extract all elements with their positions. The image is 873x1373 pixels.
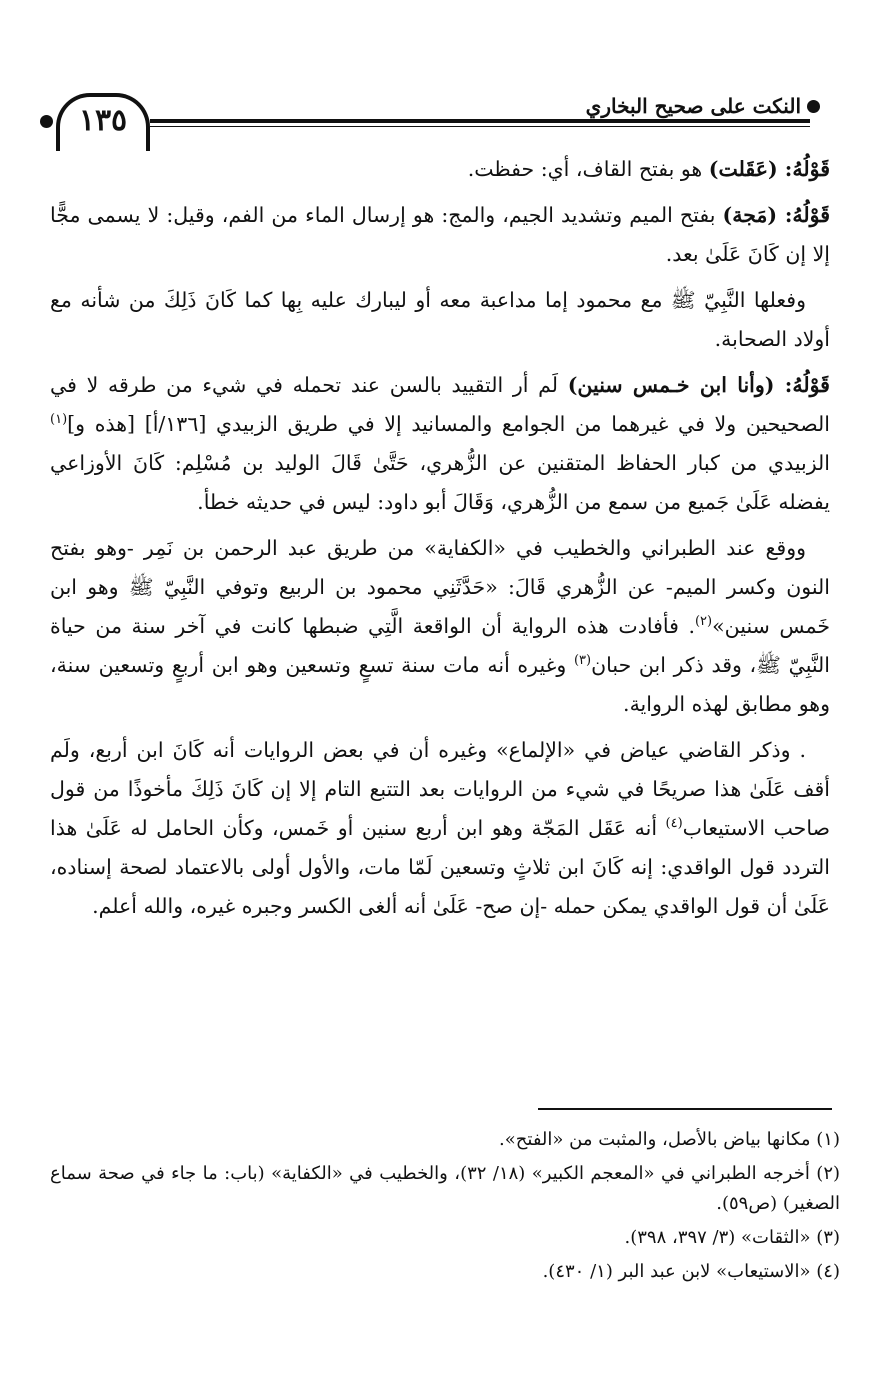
paragraph-text: أنه عَقَل المَجّة وهو ابن أربع سنين أو خَمس، وكأن الحامل له عَلَىٰ هذا التردد قول الواقدي: إنه كَانَ ابن ثلاثٍ وتسعين لَمّا مات، والأول أولى بالاعتماد لصحة إسناده، عَلَىٰ أن قول الواقدي يمكن حمله -إن صح- عَلَىٰ أنه ألغى الكسر وجبره غيره، والله أعلم. xyxy=(50,816,830,918)
paragraph xyxy=(50,281,830,359)
paragraph xyxy=(50,529,830,724)
footnote xyxy=(50,1125,840,1155)
paragraph-text: الزبيدي من كبار الحفاظ المتقنين عن الزُّهري، حَتَّىٰ قَالَ الوليد بن مُسْلِم: كَانَ الأوزاعي يفضله عَلَىٰ جَميع من سمع من الزُّهري، وَقَالَ أبو داود: ليس في حديثه خطأ. xyxy=(50,451,830,514)
footnote xyxy=(50,1257,840,1287)
paragraph xyxy=(50,150,830,189)
ornament-dot-right xyxy=(807,100,820,113)
footnote xyxy=(50,1159,840,1219)
page-header xyxy=(0,0,873,150)
lemma: قَوْلُهُ: (عَقَلت) xyxy=(708,157,830,181)
book-title: النكت على صحيح البخاري xyxy=(585,94,801,118)
footnote-text: أخرجه الطبراني في «المعجم الكبير» (١٨/ ٣٢)، والخطيب في «الكفاية» (باب: ما جاء في صحة سماع الصغير) (ص٥٩). xyxy=(50,1163,840,1214)
ornament-dot-left xyxy=(40,115,53,128)
paragraph xyxy=(50,366,830,522)
lemma: قَوْلُهُ: (وأنا ابن خـمس سنين) xyxy=(567,373,830,397)
footnote-text: «الثقات» (٣/ ٣٩٧، ٣٩٨). xyxy=(624,1227,811,1248)
footnote-reference: (٤) xyxy=(665,816,683,832)
footnote-number: (٣) xyxy=(816,1227,840,1248)
lemma: قَوْلُهُ: (مَجة) xyxy=(722,203,831,227)
paragraph-text: وفعلها النَّبِيّ ﷺ مع محمود إما مداعبة معه أو ليبارك عليه بِها كما كَانَ ذَلِكَ من شأنه مع أولاد الصحابة. xyxy=(50,288,830,351)
footnote-reference: (١) xyxy=(50,412,68,428)
footnote xyxy=(50,1223,840,1253)
header-rule xyxy=(150,119,810,123)
footnote-text: «الاستيعاب» لابن عبد البر (١/ ٤٣٠). xyxy=(542,1261,811,1282)
paragraph-text: لَم أر التقييد بالسن عند تحمله في شيء من طرقه لا في الصحيحين ولا في غيرهما من الجوامع والمسانيد إلا في طريق الزبيدي [١٣٦/أ] [هذه و] xyxy=(50,373,830,436)
footnote-reference: (٣) xyxy=(573,653,592,669)
paragraph-text: بفتح الميم وتشديد الجيم، والمج: هو إرسال الماء من الفم، وقيل: لا يسمى مجًّا إلا إن كَانَ عَلَىٰ بعد. xyxy=(50,203,830,266)
paragraph-text: . وذكر القاضي عياض في «الإلماع» وغيره أن في بعض الروايات أنه كَانَ ابن أربع، ولَم أقف عَلَىٰ هذا صريحًا في شيء من الروايات بعد التتبع التام إلا إن كَانَ ذَلِكَ مأخوذًا من قول صاحب الاستيعاب xyxy=(50,738,830,840)
footnote-number: (٤) xyxy=(816,1261,840,1282)
footnote-reference: (٢) xyxy=(694,614,713,630)
footnote-text: مكانها بياض بالأصل، والمثبت من «الفتح». xyxy=(499,1129,811,1150)
footnote-number: (٢) xyxy=(816,1163,841,1184)
page-number: ١٣٥ xyxy=(56,93,150,151)
paragraph xyxy=(50,731,830,926)
paragraph xyxy=(50,196,830,274)
footnotes xyxy=(50,1125,840,1291)
header-rule-thin xyxy=(150,126,810,127)
paragraph-text: هو بفتح القاف، أي: حفظت. xyxy=(467,157,709,181)
main-text xyxy=(50,150,830,933)
paragraph-text: وغيره أنه مات سنة تسعٍ وتسعين وهو ابن أربعٍ وتسعين سنة، وهو مطابق لهذه الرواية. xyxy=(50,653,830,716)
footnote-separator xyxy=(538,1108,832,1110)
footnote-number: (١) xyxy=(816,1129,840,1150)
paragraph-text: . فأفادت هذه الرواية أن الواقعة الَّتِي ضبطها كانت في آخر سنة من حياة النَّبِيّ ﷺ، وقد ذكر ابن حبان xyxy=(50,614,831,677)
paragraph-text: ووقع عند الطبراني والخطيب في «الكفاية» من طريق عبد الرحمن بن نَمِر -وهو بفتح النون وكسر الميم- عن الزُّهري قَالَ: «حَدَّثَنِي محمود بن الربيع وتوفي النَّبِيّ ﷺ وهو ابن خَمس سنين» xyxy=(50,536,830,638)
